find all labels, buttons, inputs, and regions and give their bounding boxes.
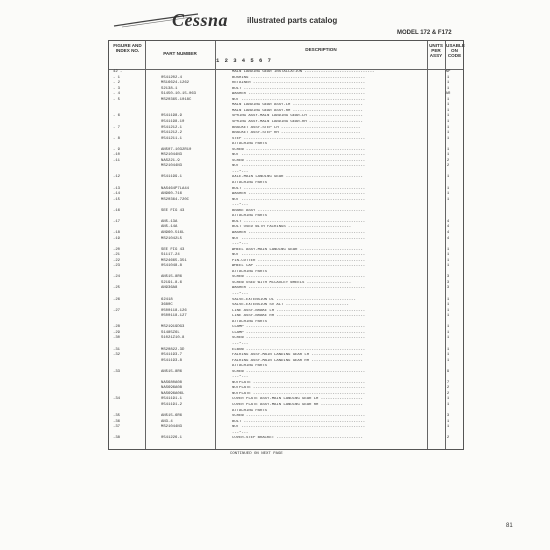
- row-description: ---*---: [232, 341, 249, 346]
- page-header: [112, 8, 442, 34]
- table-row: [109, 153, 463, 158]
- row-description: MAIN LANDING GEAR INSTALLATION ------------------------------: [232, 70, 375, 74]
- row-description: NUT -----------------------------------------------------: [232, 97, 366, 102]
- row-part-number: NAS696A08: [161, 386, 183, 391]
- row-index: - 2: [113, 81, 121, 86]
- row-part-number: MS21044N3: [161, 164, 183, 169]
- brand-logo-text: Cessna: [172, 10, 229, 30]
- row-units: 1: [446, 97, 450, 102]
- row-index: -33: [113, 369, 121, 374]
- row-index: -36: [113, 419, 121, 424]
- row-part-number: AN515-8R6: [161, 369, 183, 374]
- row-description: NUT -----------------------------------------------------: [232, 164, 366, 169]
- row-units: 1: [446, 175, 450, 180]
- row-description: SCREW ---------------------------------------------------: [232, 158, 366, 163]
- table-row: [109, 76, 463, 81]
- row-units: 9: [446, 369, 450, 374]
- row-description: LINE ASSY-BRAKE RH --------------------------------------: [232, 314, 366, 319]
- row-part-number: 0541226-1: [161, 436, 183, 441]
- row-index: - 6: [113, 114, 121, 119]
- table-row: [109, 192, 463, 197]
- row-description: FAIRING ASSY-MAIN LANDING GEAR LH ----------------------: [232, 353, 363, 358]
- row-index: - 5: [113, 97, 121, 102]
- model-title: MODEL 172 & F172: [397, 30, 452, 36]
- table-row: [109, 164, 463, 169]
- table-row: [109, 126, 463, 131]
- row-index: -20: [113, 247, 121, 252]
- row-part-number: 0541198-10: [161, 119, 185, 124]
- catalog-title: illustrated parts catalog: [247, 16, 338, 25]
- row-part-number: AN5-14A: [161, 225, 178, 230]
- row-index: -22: [113, 258, 121, 263]
- table-row: [109, 248, 463, 253]
- row-index: -24: [113, 275, 121, 280]
- row-part-number: S1485Z6L: [161, 330, 180, 335]
- row-part-number: S1450-10-15-063: [161, 92, 197, 97]
- row-index: -32: [113, 353, 121, 358]
- row-description: COVER PLATE ASSY-MAIN LANDING GEAR LH ------------------: [232, 397, 363, 402]
- row-index: - 8: [113, 136, 121, 141]
- row-description: ---*---: [232, 203, 249, 208]
- row-index: -37: [113, 425, 121, 430]
- indent-numbers: 1 2 3 4 5 6 7: [216, 57, 272, 64]
- row-part-number: 0500118-126: [161, 308, 187, 313]
- table-row: [109, 414, 463, 419]
- row-description: PIN-COTTER ----------------------------------------------: [232, 258, 366, 263]
- row-index: -38: [113, 436, 121, 441]
- row-description: MAIN LANDING GEAR ASSY-LH ------------------------------: [232, 103, 363, 108]
- row-description: SCREW USED WITH MCCAULEY WHEELS -------------------: [232, 280, 352, 285]
- row-index: -15: [113, 197, 121, 202]
- row-units: 1: [446, 314, 450, 319]
- row-units: 3: [446, 275, 450, 280]
- row-part-number: AN960-716: [161, 192, 183, 197]
- table-row: [109, 137, 463, 142]
- row-units: 1: [446, 264, 450, 269]
- row-part-number: 3680C: [161, 303, 173, 308]
- row-description: ---*---: [232, 242, 249, 247]
- table-row: [109, 92, 463, 97]
- row-units: 2: [446, 386, 450, 391]
- row-index: -31: [113, 347, 121, 352]
- table-row: [109, 370, 463, 375]
- row-units: 1: [446, 358, 450, 363]
- row-description: ATTACHING PARTS: [232, 214, 268, 219]
- table-row: [109, 342, 463, 347]
- row-index: -10: [113, 153, 121, 158]
- row-description: NUTPLATE ------------------------------------------------: [232, 380, 366, 385]
- row-index: -11: [113, 158, 121, 163]
- row-description: SPRING ASSY-MAIN LANDING GEAR-LH -----------------------: [232, 114, 363, 119]
- table-row: [109, 209, 463, 214]
- row-part-number: MS20364-720C: [161, 197, 190, 202]
- row-units: 1: [446, 108, 450, 113]
- row-description: SCREW ---------------------------------------------------: [232, 275, 366, 280]
- table-row: [109, 397, 463, 402]
- table-row: [109, 81, 463, 86]
- row-index: -12: [113, 175, 121, 180]
- table-row: [109, 275, 463, 280]
- row-description: BRACKET ASSY-STEP LH ----------------------------------: [232, 125, 361, 130]
- row-description: VALVE-EXTENSION DL ----------------------------------: [232, 297, 356, 302]
- row-description: BOLT ----------------------------------------------------: [232, 419, 366, 424]
- row-index: -21: [113, 253, 121, 258]
- row-index: -25: [113, 286, 121, 291]
- row-description: ---*---: [232, 292, 249, 296]
- table-row: [109, 142, 463, 147]
- row-description: BOLT ----------------------------------------------------: [232, 86, 366, 91]
- row-units: AR: [445, 92, 451, 97]
- row-index: -34: [113, 397, 121, 402]
- row-index: -35: [113, 414, 121, 419]
- row-part-number: 0541193-7: [161, 353, 183, 358]
- table-row: [109, 331, 463, 336]
- row-units: 1: [446, 197, 450, 202]
- row-part-number: AN515-8R6: [161, 275, 183, 280]
- table-row: [109, 281, 463, 286]
- row-description: SPRING ASSY-MAIN LANDING GEAR-RH -----------------------: [232, 119, 363, 124]
- table-row: [109, 309, 463, 314]
- row-units: 1: [446, 308, 450, 313]
- row-part-number: NAS221-9: [161, 158, 180, 163]
- table-row: [109, 409, 463, 414]
- row-description: RETAINER ------------------------------------------------: [232, 81, 366, 86]
- row-part-number: S1117-24: [161, 253, 180, 258]
- row-description: BOLT USED WITH FAIRINGS ---------------------------: [232, 225, 352, 230]
- row-description: VALVE-EXTENSION SV ALT ---------------------------: [232, 303, 349, 308]
- row-description: NUTPLATE ------------------------------------------------: [232, 391, 366, 396]
- row-description: LINE ASSY-BRAKE LH --------------------------------------: [232, 308, 366, 313]
- table-row: [109, 403, 463, 408]
- row-description: CLAMP ---------------------------------------------------: [232, 325, 366, 330]
- table-row: [109, 175, 463, 180]
- table-row: [109, 237, 463, 242]
- row-units: 1: [446, 297, 450, 302]
- row-units: 1: [446, 258, 450, 263]
- row-description: COVER-STEP BRACKET -------------------------------------: [232, 436, 363, 441]
- row-units: 1: [446, 397, 450, 402]
- table-row: [109, 225, 463, 230]
- row-units: 1: [446, 125, 450, 130]
- row-description: WHEEL CAP -----------------------------------------------: [232, 264, 366, 269]
- table-row: [109, 181, 463, 186]
- row-part-number: S2191-8-6: [161, 280, 183, 285]
- table-row: [109, 198, 463, 203]
- row-units: 1: [446, 353, 450, 358]
- row-index: -16: [113, 208, 121, 213]
- row-index: -30: [113, 336, 121, 341]
- row-units: 2: [446, 436, 450, 441]
- row-units: 1: [446, 75, 450, 80]
- row-index: - 9: [113, 147, 121, 152]
- row-part-number: NAS680A08: [161, 380, 183, 385]
- table-row: [109, 348, 463, 353]
- table-row: [109, 364, 463, 369]
- row-units: NP: [445, 70, 451, 74]
- row-part-number: 0500118-127: [161, 314, 187, 319]
- row-index: -23: [113, 264, 121, 269]
- row-part-number: AN515-6R6: [161, 414, 183, 419]
- table-row: [109, 242, 463, 247]
- row-description: CLAMP ---------------------------------------------------: [232, 330, 366, 335]
- table-row: [109, 325, 463, 330]
- row-description: SCREW ---------------------------------------------------: [232, 336, 366, 341]
- row-part-number: SEE FIG 43: [161, 247, 185, 252]
- row-part-number: MS21919DG3: [161, 325, 185, 330]
- row-description: ---*---: [232, 169, 249, 174]
- row-description: ELBOW ---------------------------------------------------: [232, 347, 366, 352]
- table-header-row: [109, 41, 463, 70]
- row-units: 1: [446, 336, 450, 341]
- row-description: BRACKET ASSY-STEP RH ----------------------------------: [232, 131, 361, 136]
- table-row: [109, 214, 463, 219]
- row-description: ATTACHING PARTS: [232, 408, 268, 413]
- row-units: 2: [446, 158, 450, 163]
- table-row: [109, 303, 463, 308]
- row-description: ATTACHING PARTS: [232, 181, 268, 185]
- row-part-number: AN507-1032R10: [161, 147, 192, 152]
- row-index: 42 -: [113, 70, 123, 74]
- row-description: BUSHING -------------------------------------------------: [232, 75, 366, 80]
- table-row: [109, 292, 463, 297]
- row-part-number: 0541193-8: [161, 358, 183, 363]
- row-part-number: 62418: [161, 297, 173, 302]
- row-description: ATTACHING PARTS: [232, 319, 268, 324]
- row-units: 2: [446, 391, 450, 396]
- row-part-number: 0541199-1: [161, 175, 183, 180]
- table-row: [109, 436, 463, 441]
- table-row: [109, 131, 463, 136]
- row-index: -17: [113, 219, 121, 224]
- row-description: NUT -----------------------------------------------------: [232, 236, 366, 241]
- table-row: [109, 187, 463, 192]
- table-row: [109, 231, 463, 236]
- row-part-number: S1021Z10-8: [161, 336, 185, 341]
- row-units: 3: [446, 414, 450, 419]
- table-row: [109, 286, 463, 291]
- row-units: 3: [446, 286, 450, 291]
- row-units: 4: [446, 225, 450, 230]
- row-units: 1: [446, 153, 450, 158]
- table-row: [109, 264, 463, 269]
- row-part-number: S2138-1: [161, 86, 178, 91]
- row-description: WHEEL ASSY-MAIN LANDING GEAR ---------------------------: [232, 247, 363, 252]
- row-units: 1: [446, 119, 450, 124]
- row-index: - 4: [113, 92, 121, 97]
- row-units: 1: [446, 114, 450, 119]
- row-description: WASHER --------------------------------------------------: [232, 286, 366, 291]
- table-row: [109, 159, 463, 164]
- row-part-number: 0541212-1: [161, 125, 183, 130]
- table-row: [109, 98, 463, 103]
- row-part-number: 0541198-9: [161, 114, 183, 119]
- row-units: 1: [446, 186, 450, 191]
- row-units: 1: [446, 403, 450, 407]
- row-part-number: MS20822-3D: [161, 347, 185, 352]
- row-description: SCREW ---------------------------------------------------: [232, 147, 366, 152]
- row-description: WASHER --------------------------------------------------: [232, 230, 366, 235]
- row-units: 1: [446, 192, 450, 197]
- table-row: [109, 320, 463, 325]
- row-units: 4: [446, 230, 450, 235]
- row-units: 1: [446, 419, 450, 424]
- row-units: 2: [446, 164, 450, 169]
- row-description: MAIN LANDING GEAR ASSY-RH ------------------------------: [232, 108, 363, 113]
- row-part-number: MS21042L5: [161, 236, 183, 241]
- row-part-number: 0541191-2: [161, 403, 183, 407]
- row-description: ATTACHING PARTS: [232, 142, 268, 147]
- row-description: BOLT ----------------------------------------------------: [232, 186, 366, 191]
- row-part-number: MS20365-1018C: [161, 97, 192, 102]
- table-row: [109, 259, 463, 264]
- table-row: [109, 420, 463, 425]
- row-units: 1: [446, 303, 450, 308]
- page-number: 81: [506, 523, 513, 529]
- row-part-number: SEE FIG 43: [161, 208, 185, 213]
- header-figure: FIGURE AND INDEX NO.: [113, 43, 142, 54]
- row-units: 1: [446, 253, 450, 258]
- row-units: 1: [446, 330, 450, 335]
- row-units: 7: [446, 380, 450, 385]
- row-description: NUTPLATE ------------------------------------------------: [232, 386, 366, 391]
- row-description: ---*---: [232, 430, 249, 435]
- row-part-number: AN936A8: [161, 286, 178, 291]
- row-part-number: AN3-4: [161, 419, 173, 424]
- table-row: [109, 270, 463, 275]
- row-part-number: NAS696A06L: [161, 391, 185, 396]
- table-row: [109, 253, 463, 258]
- row-index: - 1: [113, 75, 121, 80]
- row-index: -14: [113, 192, 121, 197]
- table-row: [109, 314, 463, 319]
- row-units: 1: [446, 147, 450, 152]
- table-row: [109, 381, 463, 386]
- row-index: -28: [113, 325, 121, 330]
- table-row: [109, 359, 463, 364]
- row-description: NUT -----------------------------------------------------: [232, 425, 366, 430]
- row-description: WASHER --------------------------------------------------: [232, 92, 366, 97]
- row-description: AXLE-MAIN LANDING GEAR ---------------------------------: [232, 175, 363, 180]
- row-index: -29: [113, 330, 121, 335]
- row-index: -27: [113, 308, 121, 313]
- row-description: NUT -----------------------------------------------------: [232, 197, 366, 202]
- row-description: NUT -----------------------------------------------------: [232, 153, 366, 158]
- table-row: [109, 109, 463, 114]
- table-row: [109, 392, 463, 397]
- table-row: [109, 425, 463, 430]
- row-units: 1: [446, 103, 450, 108]
- row-units: 1: [446, 347, 450, 352]
- row-part-number: NAS464P7LA44: [161, 186, 190, 191]
- header-units: UNITS PER ASSY: [429, 43, 443, 59]
- row-part-number: 0541048-8: [161, 264, 183, 269]
- row-units: 1: [446, 131, 450, 136]
- header-part-number: PART NUMBER: [163, 51, 197, 56]
- table-row: [109, 120, 463, 125]
- row-description: ATTACHING PARTS: [232, 269, 268, 274]
- row-part-number: 0541211-1: [161, 136, 183, 141]
- table-row: [109, 70, 463, 75]
- row-description: WASHER --------------------------------------------------: [232, 192, 366, 197]
- row-part-number: 0541202-4: [161, 75, 183, 80]
- row-units: 1: [446, 425, 450, 430]
- parts-table: [108, 40, 464, 450]
- table-row: [109, 298, 463, 303]
- row-index: -26: [113, 297, 121, 302]
- table-row: [109, 203, 463, 208]
- row-index: - 7: [113, 125, 121, 130]
- row-units: 4: [446, 219, 450, 224]
- row-description: FAIRING ASSY-MAIN LANDING GEAR RH ----------------------: [232, 358, 363, 363]
- row-units: 3: [446, 280, 450, 285]
- row-description: BOLT ----------------------------------------------------: [232, 219, 366, 224]
- row-index: -13: [113, 186, 121, 191]
- row-index: -19: [113, 236, 121, 241]
- table-row: [109, 353, 463, 358]
- row-units: 1: [446, 86, 450, 91]
- row-units: 1: [446, 136, 450, 141]
- table-row: [109, 87, 463, 92]
- row-part-number: 0541212-2: [161, 131, 183, 136]
- table-row: [109, 336, 463, 341]
- table-row: [109, 431, 463, 436]
- header-usable: USABLE ON CODE: [446, 43, 465, 59]
- row-description: ATTACHING PARTS: [232, 364, 268, 369]
- row-units: 1: [446, 325, 450, 330]
- row-description: ---*---: [232, 375, 249, 380]
- table-row: [109, 148, 463, 153]
- row-units: 4: [446, 236, 450, 241]
- continued-note: CONTINUED ON NEXT PAGE: [230, 452, 283, 456]
- row-part-number: MS16624-1262: [161, 81, 190, 86]
- row-description: BRAKE ASSY ----------------------------------------------: [232, 208, 366, 213]
- row-description: COVER PLATE ASSY-MAIN LANDING GEAR RH ------------------: [232, 403, 363, 407]
- row-description: STEP ----------------------------------------------------: [232, 136, 366, 141]
- header-description: DESCRIPTION: [305, 47, 337, 52]
- row-description: SCREW ---------------------------------------------------: [232, 414, 366, 419]
- row-index: - 3: [113, 86, 121, 91]
- row-description: SCREW ---------------------------------------------------: [232, 369, 366, 374]
- table-row: [109, 103, 463, 108]
- table-row: [109, 114, 463, 119]
- row-description: NUT -----------------------------------------------------: [232, 253, 366, 258]
- table-row: [109, 375, 463, 380]
- table-row: [109, 386, 463, 391]
- row-part-number: MS24665-351: [161, 258, 187, 263]
- row-units: 1: [446, 81, 450, 86]
- row-units: 1: [446, 247, 450, 252]
- row-part-number: AN960-516L: [161, 230, 185, 235]
- row-part-number: MS21044N3: [161, 425, 183, 430]
- row-part-number: AN5-13A: [161, 219, 178, 224]
- row-part-number: 0541191-1: [161, 397, 183, 402]
- row-index: -18: [113, 230, 121, 235]
- table-row: [109, 170, 463, 175]
- row-part-number: MS21044N3: [161, 153, 183, 158]
- table-row: [109, 220, 463, 225]
